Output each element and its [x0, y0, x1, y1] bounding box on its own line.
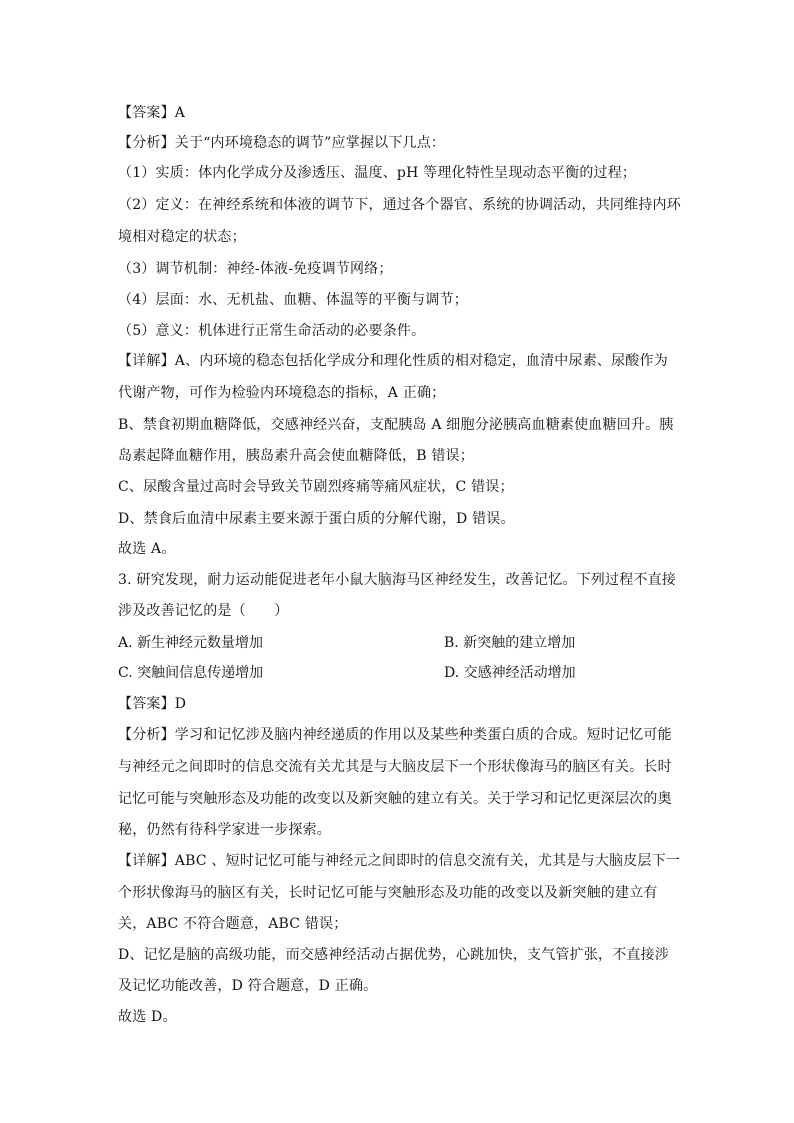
point-5: （5）意义：机体进行正常生命活动的必要条件。	[118, 323, 426, 339]
detail-b-line-2: 岛素起降血糖作用，胰岛素升高会使血糖降低，B 错误；	[118, 448, 474, 464]
detail-c: C、尿酸含量过高时会导致关节剧烈疼痛等痛风症状，C 错误；	[118, 479, 514, 495]
analysis-2-line-3: 记忆可能与突触形态及功能的改变以及新突触的建立有关。关于学习和记忆更深层次的奥	[118, 791, 672, 807]
point-3: （3）调节机制：神经-体液-免疫调节网络；	[118, 261, 393, 277]
detail-b-line-1: B、禁食初期血糖降低，交感神经兴奋，支配胰岛 A 细胞分泌胰高血糖素使血糖回升。胰	[118, 417, 674, 433]
detail-a-line-2: 代谢产物，可作为检验内环境稳态的指标，A 正确；	[118, 385, 446, 401]
analysis-2-line-4: 秘，仍然有待科学家进一步探索。	[118, 822, 331, 838]
answer-label-2: 【答案】D	[118, 696, 187, 712]
point-4: （4）层面：水、无机盐、血糖、体温等的平衡与调节；	[118, 292, 468, 308]
option-a: A. 新生神经元数量增加	[118, 635, 264, 651]
point-2-line-2: 境相对稳定的状态；	[118, 229, 246, 245]
analysis-2-line-1: 【分析】学习和记忆涉及脑内神经递质的作用以及某些种类蛋白质的合成。短时记忆可能	[118, 727, 672, 743]
detail-a-line-1: 【详解】A、内环境的稳态包括化学成分和理化性质的相对稳定，血清中尿素、尿酸作为	[118, 353, 668, 369]
choose-answer-2: 故选 D。	[118, 1009, 177, 1025]
point-2-line-1: （2）定义：在神经系统和体液的调节下，通过各个器官、系统的协调活动，共同维持内环	[118, 197, 681, 213]
detail-d: D、禁食后血清中尿素主要来源于蛋白质的分解代谢，D 错误。	[118, 511, 515, 527]
detail-2-line-1: 【详解】ABC 、短时记忆可能与神经元之间即时的信息交流有关，尤其是与大脑皮层下一	[118, 853, 681, 869]
question-3-stem-line-2: 涉及改善记忆的是（ ）	[118, 603, 289, 619]
detail-2-line-4: D、记忆是脑的高级功能，而交感神经活动占据优势，心跳加快，支气管扩张，不直接涉	[118, 947, 670, 963]
detail-2-line-2: 个形状像海马的脑区有关，长时记忆可能与突触形态及功能的改变以及新突触的建立有	[118, 885, 658, 901]
question-3-stem-line-1: 3. 研究发现，耐力运动能促进老年小鼠大脑海马区神经发生，改善记忆。下列过程不直接	[118, 572, 677, 588]
analysis-2-line-2: 与神经元之间即时的信息交流有关尤其是与大脑皮层下一个形状像海马的脑区有关。长时	[118, 759, 672, 775]
detail-2-line-5: 及记忆功能改善，D 符合题意，D 正确。	[118, 978, 378, 994]
answer-label-1: 【答案】A	[118, 105, 186, 121]
option-c: C. 突触间信息传递增加	[118, 665, 264, 681]
choose-answer-1: 故选 A。	[118, 541, 176, 557]
option-d: D. 交感神经活动增加	[444, 665, 576, 681]
option-b: B. 新突触的建立增加	[444, 635, 576, 651]
detail-2-line-3: 关，ABC 不符合题意，ABC 错误；	[118, 916, 348, 932]
analysis-intro: 【分析】关于“内环境稳态的调节”应掌握以下几点：	[118, 135, 446, 151]
point-1: （1）实质：体内化学成分及渗透压、温度、pH 等理化特性呈现动态平衡的过程；	[118, 165, 637, 181]
